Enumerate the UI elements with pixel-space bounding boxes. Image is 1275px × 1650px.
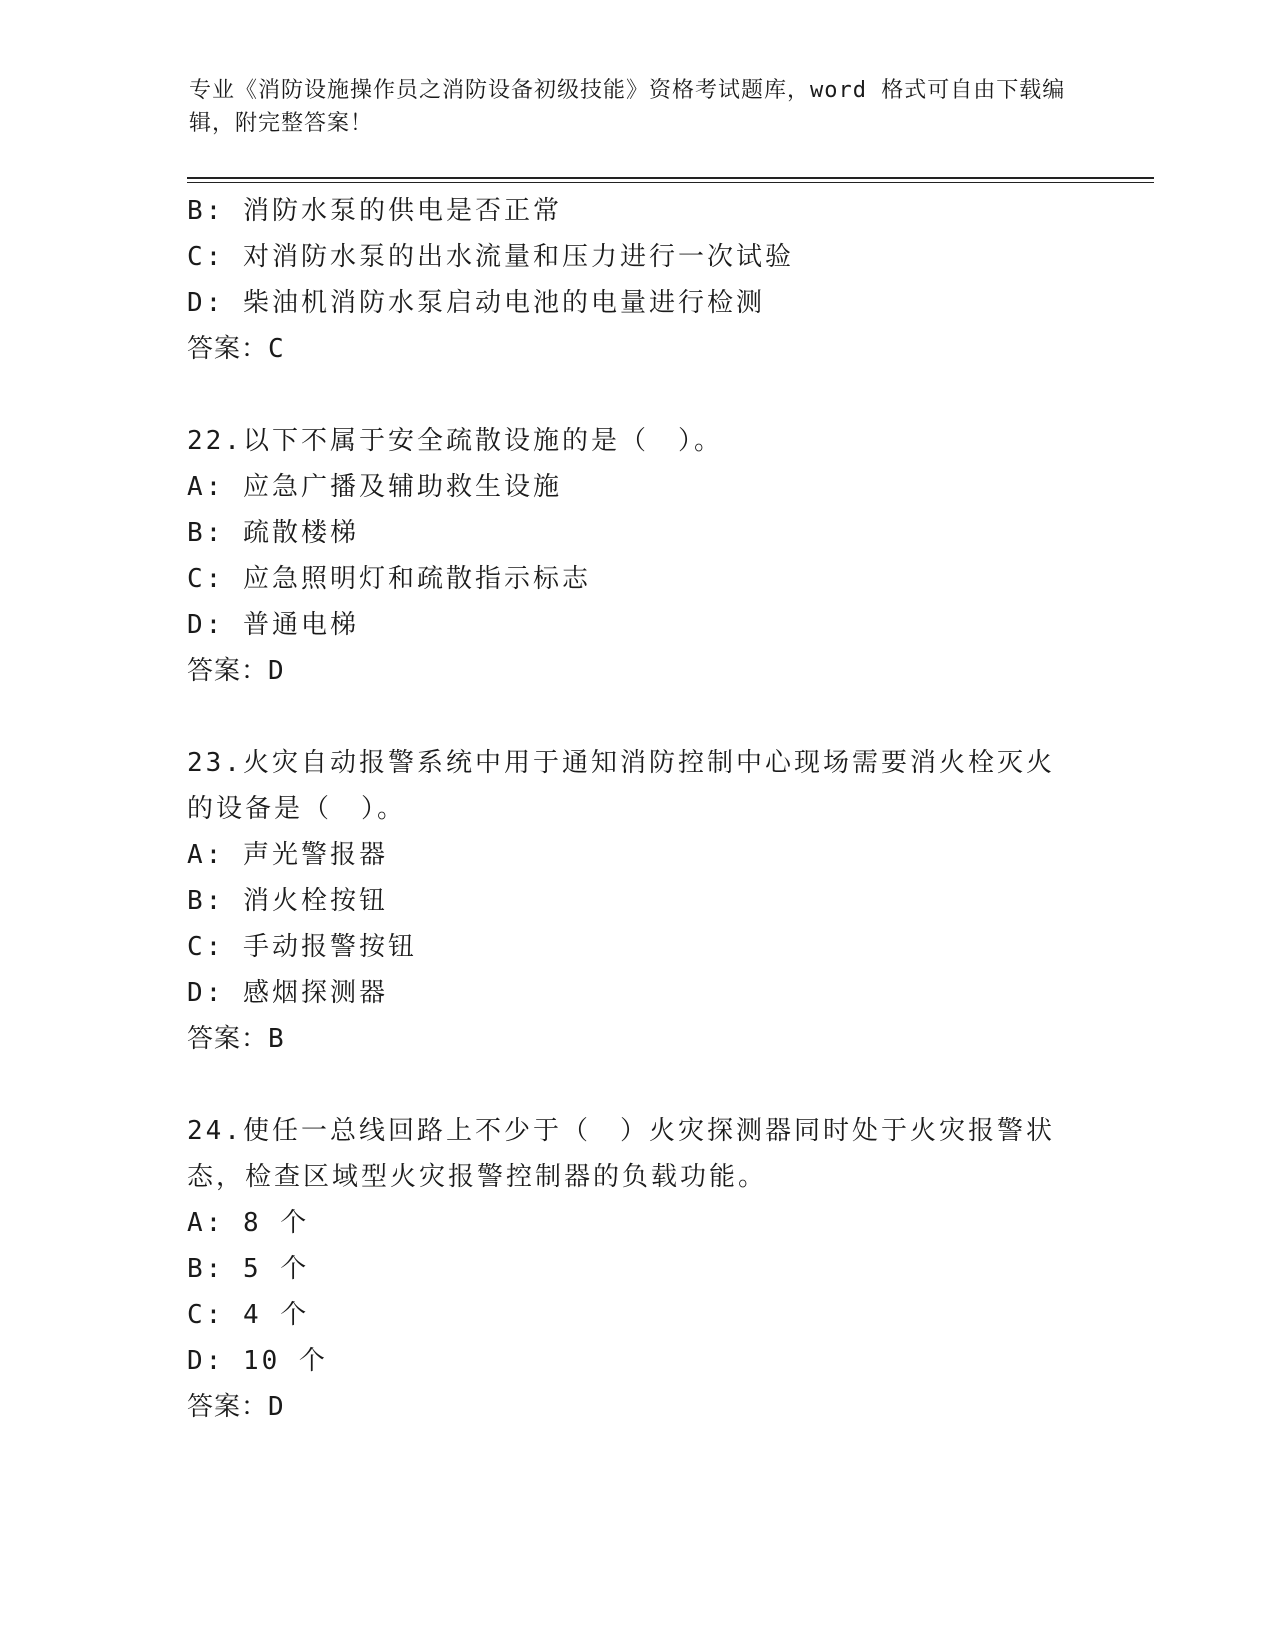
question-stem: 24.使任一总线回路上不少于（ ）火灾探测器同时处于火灾报警状态，检查区域型火灾报警控制器的负载功能。 [187, 1116, 1055, 1192]
answer-line: 答案：B [187, 1024, 285, 1054]
answer-line: 答案：D [187, 1392, 285, 1422]
option-a: A: 应急广播及辅助救生设施 [187, 472, 562, 502]
option-b: B: 疏散楼梯 [187, 518, 359, 548]
option-b: B: 消火栓按钮 [187, 886, 388, 916]
option-d: D: 感烟探测器 [187, 978, 388, 1008]
option-c: C: 4 个 [187, 1300, 310, 1330]
option-d: D: 柴油机消防水泵启动电池的电量进行检测 [187, 288, 765, 318]
option-b: B: 消防水泵的供电是否正常 [187, 196, 562, 226]
option-c: C: 手动报警按钮 [187, 932, 417, 962]
option-a: A: 8 个 [187, 1208, 310, 1238]
header-divider-thin [187, 182, 1154, 183]
question-stem: 23.火灾自动报警系统中用于通知消防控制中心现场需要消火栓灭火的设备是（ ）。 [187, 748, 1055, 824]
question-block-22 [187, 418, 1087, 694]
option-c: C: 对消防水泵的出水流量和压力进行一次试验 [187, 242, 794, 272]
answer-line: 答案：D [187, 656, 285, 686]
option-d: D: 10 个 [187, 1346, 328, 1376]
option-b: B: 5 个 [187, 1254, 310, 1284]
question-list [187, 188, 1087, 1430]
option-d: D: 普通电梯 [187, 610, 359, 640]
option-a: A: 声光警报器 [187, 840, 388, 870]
option-c: C: 应急照明灯和疏散指示标志 [187, 564, 591, 594]
question-block-partial [187, 188, 1087, 372]
question-stem: 22.以下不属于安全疏散设施的是（ ）。 [187, 426, 723, 456]
header-divider-thick [187, 177, 1154, 179]
question-block-24 [187, 1108, 1087, 1430]
document-header: 专业《消防设施操作员之消防设备初级技能》资格考试题库，word 格式可自由下载编辑，附完整答案！ [189, 78, 1066, 136]
question-block-23 [187, 740, 1087, 1062]
answer-line: 答案：C [187, 334, 285, 364]
